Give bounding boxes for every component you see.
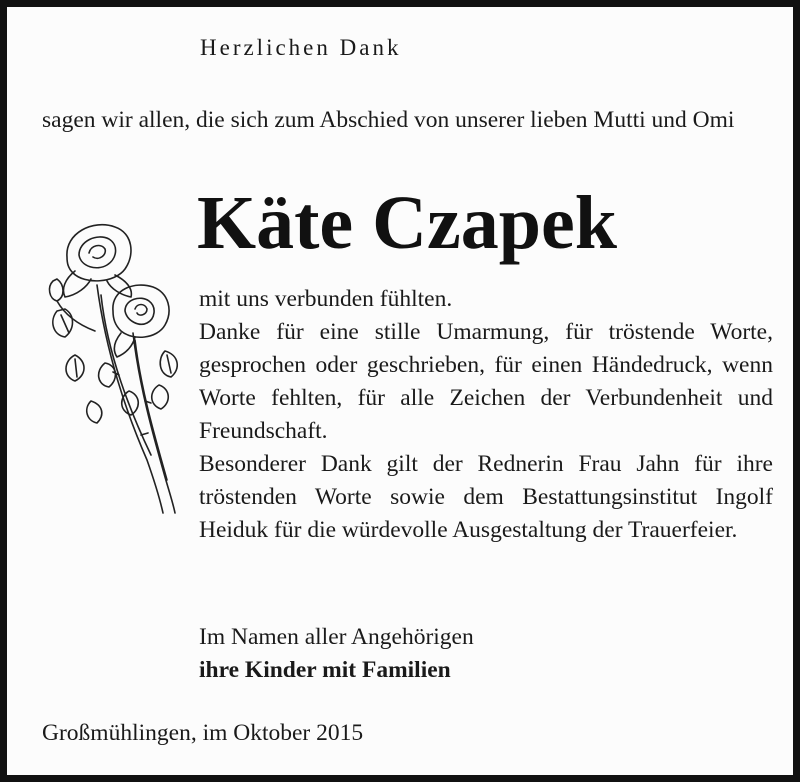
signature-family: ihre Kinder mit Familien — [199, 657, 451, 683]
roses-icon — [35, 215, 185, 520]
signature-block — [199, 621, 474, 687]
place-date: Großmühlingen, im Oktober 2015 — [42, 720, 364, 746]
intro-text: sagen wir allen, die sich zum Abschied von unserer lieben Mutti und Omi — [42, 107, 735, 133]
notice-heading: Herzlichen Dank — [200, 35, 402, 60]
signature-line: Im Namen aller Angehörigen — [199, 624, 474, 650]
thanks-body — [199, 283, 773, 547]
deceased-name: Käte Czapek — [197, 181, 618, 265]
body-paragraph: Danke für eine stille Umarmung, für tröstende Worte, gesprochen oder geschrieben, für einen Händedruck, wenn Worte fehlten, für alle Zeichen der Verbundenheit und Freundschaft. — [199, 319, 773, 444]
body-paragraph: Besonderer Dank gilt der Rednerin Frau Jahn für ihre tröstenden Worte sowie dem Bestattungsinstitut Ingolf Heiduk für die würdevolle Ausgestaltung der Trauerfeier. — [199, 451, 773, 543]
body-paragraph: mit uns verbunden fühlten. — [199, 286, 453, 312]
